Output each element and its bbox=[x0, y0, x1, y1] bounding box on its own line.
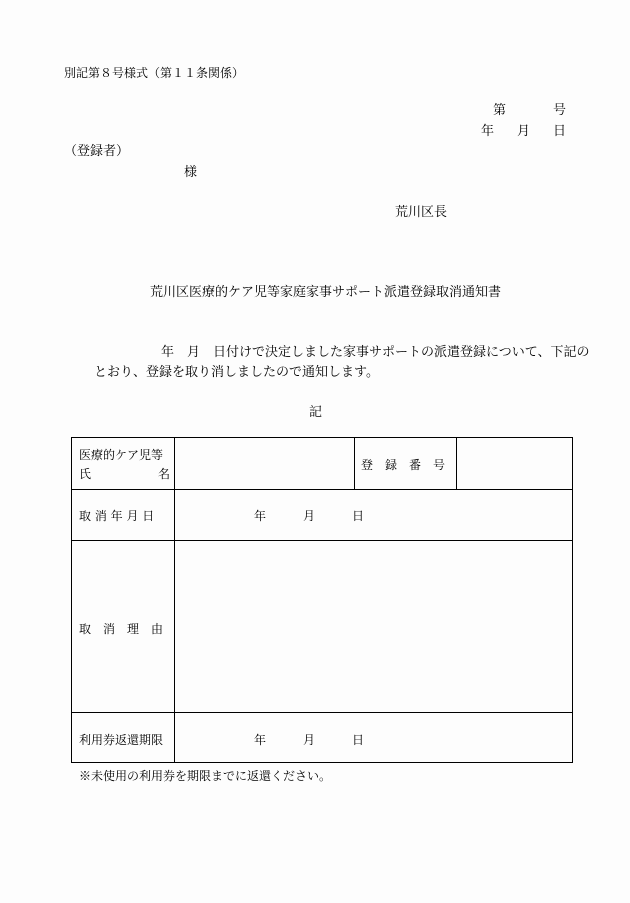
return-deadline-day: 日 bbox=[352, 733, 365, 747]
name-label-line1: 医療的ケア児等 bbox=[79, 448, 164, 462]
cancellation-form-table bbox=[71, 437, 573, 763]
body-line-1: 年 月 日付けで決定しました家事サポートの派遣登録について、下記の bbox=[161, 345, 590, 360]
cancel-date-month: 月 bbox=[303, 509, 316, 523]
issue-date-day: 日 bbox=[553, 124, 567, 139]
cancel-date-year: 年 bbox=[254, 509, 267, 523]
reason-label: 取 消 理 由 bbox=[79, 622, 164, 636]
reg-number-label: 登 録 番 号 bbox=[361, 458, 446, 472]
cancel-date-label: 取 消 年 月 日 bbox=[79, 509, 155, 523]
recipient-honorific: 様 bbox=[184, 165, 198, 180]
document-number-suffix: 号 bbox=[553, 103, 567, 118]
ki-heading: 記 bbox=[309, 405, 323, 420]
body-line-2: とおり、登録を取り消しましたので通知します。 bbox=[94, 365, 379, 380]
return-deadline-label: 利用券返還期限 bbox=[79, 733, 164, 747]
document-number-prefix: 第 bbox=[493, 103, 507, 118]
column-divider bbox=[354, 438, 355, 489]
row-divider bbox=[72, 489, 572, 490]
issuer-name: 荒川区長 bbox=[395, 205, 448, 220]
row-divider bbox=[72, 712, 572, 713]
name-label-line2-b: 名 bbox=[158, 467, 171, 481]
name-label-line2-a: 氏 bbox=[79, 467, 92, 481]
recipient-label: （登録者） bbox=[64, 144, 130, 159]
issue-date-year: 年 bbox=[481, 124, 495, 139]
document-title: 荒川区医療的ケア児等家庭家事サポート派遣登録取消通知書 bbox=[150, 285, 502, 300]
row-divider bbox=[72, 540, 572, 541]
return-deadline-year: 年 bbox=[254, 733, 267, 747]
column-divider bbox=[174, 438, 175, 762]
cancel-date-day: 日 bbox=[352, 509, 365, 523]
return-deadline-month: 月 bbox=[303, 733, 316, 747]
column-divider bbox=[456, 438, 457, 489]
form-label: 別記第８号様式（第１１条関係） bbox=[64, 66, 245, 80]
footnote: ※未使用の利用券を期限までに返還ください。 bbox=[79, 769, 332, 783]
issue-date-month: 月 bbox=[517, 124, 531, 139]
